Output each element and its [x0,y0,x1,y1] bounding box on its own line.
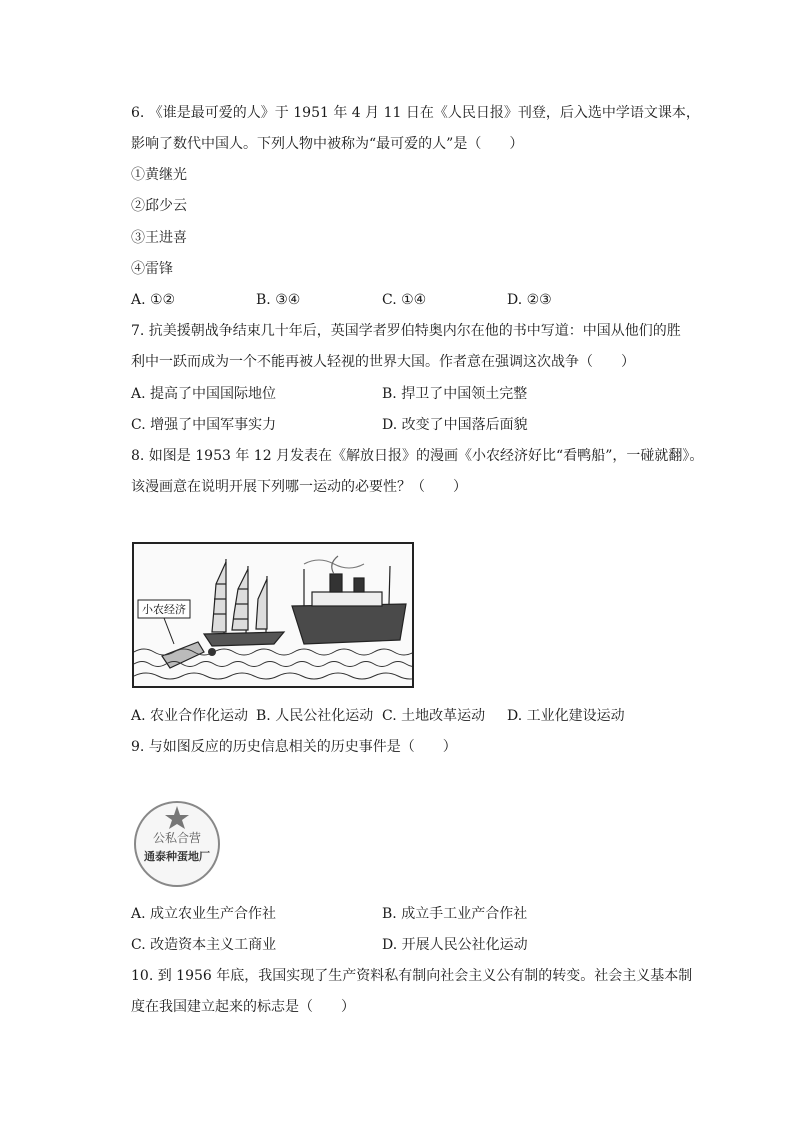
q9-stem-line1: 9. 与如图反应的历史信息相关的历史事件是（ ） [131,739,457,755]
q6-option-c[interactable]: C. ①④ [382,292,427,308]
q6-item-4: ④雷锋 [131,261,173,277]
q10-stem-line1: 10. 到 1956 年底，我国实现了生产资料私有制向社会主义公有制的转变。社会主义基本制 [131,968,693,984]
q7-stem-line1: 7. 抗美援朝战争结束几十年后，英国学者罗伯特奥内尔在他的书中写道：中国从他们的胜 [131,323,681,339]
cartoon-image [132,542,414,688]
q8-stem-line1: 8. 如图是 1953 年 12 月发表在《解放日报》的漫画《小农经济好比“看鸭船”，一碰就翻》。 [131,448,704,464]
q9-option-c[interactable]: C. 改造资本主义工商业 [131,937,277,953]
q7-option-d[interactable]: D. 改变了中国落后面貌 [382,417,528,433]
q7-option-c[interactable]: C. 增强了中国军事实力 [131,417,277,433]
q6-item-2: ②邱少云 [131,198,187,214]
q7-stem-line2: 利中一跃而成为一个不能再被人轻视的世界大国。作者意在强调这次战争（ ） [131,354,635,370]
seal-top-text: 公私合营 [152,831,202,845]
cartoon-drawing [134,544,412,686]
seal-bottom-text: 通泰种蛋地厂 [144,850,210,863]
q7-option-a[interactable]: A. 提高了中国国际地位 [131,386,277,402]
q9-option-a[interactable]: A. 成立农业生产合作社 [131,906,277,922]
q10-stem-line2: 度在我国建立起来的标志是（ ） [131,999,355,1015]
q8-stem-line2: 该漫画意在说明开展下列哪一运动的必要性？（ ） [131,479,467,495]
q6-stem-line1: 6. 《谁是最可爱的人》于 1951 年 4 月 11 日在《人民日报》刊登，后入选中学语文课本， [131,105,700,121]
q8-option-a[interactable]: A. 农业合作化运动 [131,708,249,724]
q6-item-3: ③王进喜 [131,230,187,246]
q6-option-a[interactable]: A. ①② [131,292,176,308]
q8-option-c[interactable]: C. 土地改革运动 [382,708,486,724]
seal-drawing [133,800,221,888]
q9-option-d[interactable]: D. 开展人民公社化运动 [382,937,528,953]
q6-stem-line2: 影响了数代中国人。下列人物中被称为“最可爱的人”是（ ） [131,136,524,152]
q8-option-d[interactable]: D. 工业化建设运动 [507,708,625,724]
q8-option-b[interactable]: B. 人民公社化运动 [256,708,374,724]
cartoon-label: 小农经济 [142,603,186,616]
seal-image [133,800,221,888]
q6-option-b[interactable]: B. ③④ [256,292,301,308]
q6-item-1: ①黄继光 [131,167,187,183]
q9-option-b[interactable]: B. 成立手工业产合作社 [382,906,528,922]
q6-option-d[interactable]: D. ②③ [507,292,552,308]
q7-option-b[interactable]: B. 捍卫了中国领土完整 [382,386,528,402]
